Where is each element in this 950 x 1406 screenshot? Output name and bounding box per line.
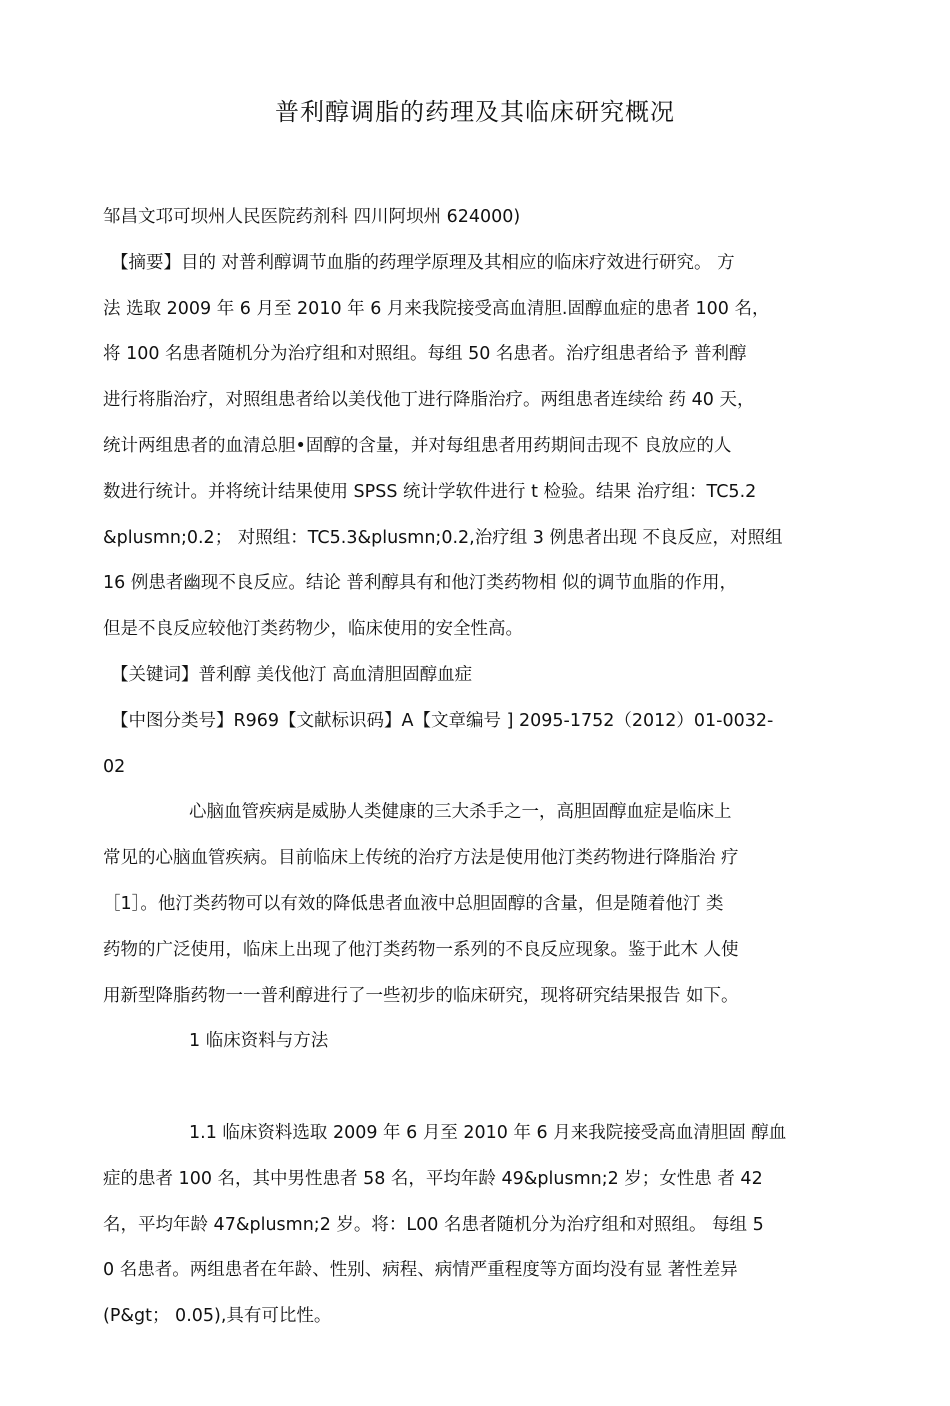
- methods-line: 1.1 临床资料选取 2009 年 6 月至 2010 年 6 月来我院接受高血清胆固 醇血: [189, 1122, 787, 1143]
- keywords-line: 【关键词】普利醇 美伐他汀 高血清胆固醇血症: [111, 664, 473, 685]
- methods-line: 0 名患者。两组患者在年龄、性别、病程、病情严重程度等方面均没有显 著性差异: [103, 1260, 738, 1281]
- intro-line: 药物的广泛使用，临床上出现了他汀类药物一系列的不良反应现象。鉴于此木 人使: [103, 939, 739, 960]
- methods-line: 名，平均年龄 47&plusmn;2 岁。将：L00 名患者随机分为治疗组和对照组。 每组 5: [103, 1214, 764, 1235]
- section-heading: 1 临床资料与方法: [189, 1031, 329, 1052]
- document-body: [103, 195, 848, 1340]
- abstract-line: 【摘要】目的 对普利醇调节血脂的药理学原理及其相应的临床疗效进行研究。 方: [111, 252, 735, 273]
- intro-line: 心脑血管疾病是威胁人类健康的三大杀手之一，高胆固醇血症是临床上: [189, 802, 732, 823]
- abstract-line: 统计两组患者的血清总胆•固醇的含量，并对每组患者用药期间击现不 良放应的人: [103, 435, 732, 456]
- classification-line: 【中图分类号】R969【文献标识码】A【文章编号 ] 2095-1752（2012）01-0032-: [111, 710, 774, 731]
- abstract-line: 但是不良反应较他汀类药物少，临床使用的安全性高。: [103, 619, 523, 640]
- abstract-line: 将 100 名患者随机分为治疗组和对照组。每组 50 名患者。治疗组患者给予 普利醇: [103, 344, 747, 365]
- methods-line: (P&gt； 0.05),具有可比性。: [103, 1306, 332, 1327]
- document-title: 普利醇调脂的药理及其临床研究概况: [275, 98, 675, 126]
- intro-line: ［1］。他汀类药物可以有效的降低患者血液中总胆固醇的含量，但是随着他汀 类: [103, 893, 724, 914]
- classification-line: 02: [103, 756, 126, 777]
- abstract-line: 数进行统计。并将统计结果使用 SPSS 统计学软件进行 t 检验。结果 治疗组：TC5.2: [103, 481, 757, 502]
- intro-line: 用新型降脂药物一一普利醇进行了一些初步的临床研究，现将研究结果报告 如下。: [103, 985, 739, 1006]
- methods-line: 症的患者 100 名，其中男性患者 58 名，平均年龄 49&plusmn;2 岁；女性患 者 42: [103, 1168, 763, 1189]
- abstract-line: &plusmn;0.2； 对照组：TC5.3&plusmn;0.2,治疗组 3 例患者出现 不良反应，对照组: [103, 527, 783, 548]
- intro-line: 常见的心脑血管疾病。目前临床上传统的治疗方法是使用他汀类药物进行降脂治 疗: [103, 848, 739, 869]
- abstract-line: 进行将脂治疗，对照组患者给以美伐他丁进行降脂治疗。两组患者连续给 药 40 天，: [103, 390, 755, 411]
- author-affiliation: 邹昌文邛可坝州人民医院药剂科 四川阿坝州 624000): [103, 207, 521, 227]
- blank-line: [103, 1065, 848, 1111]
- abstract-line: 16 例患者幽现不良反应。结论 普利醇具有和他汀类药物相 似的调节血脂的作用，: [103, 573, 737, 594]
- abstract-line: 法 选取 2009 年 6 月至 2010 年 6 月来我院接受高血清胆.固醇血症的患者 100 名，: [103, 298, 770, 319]
